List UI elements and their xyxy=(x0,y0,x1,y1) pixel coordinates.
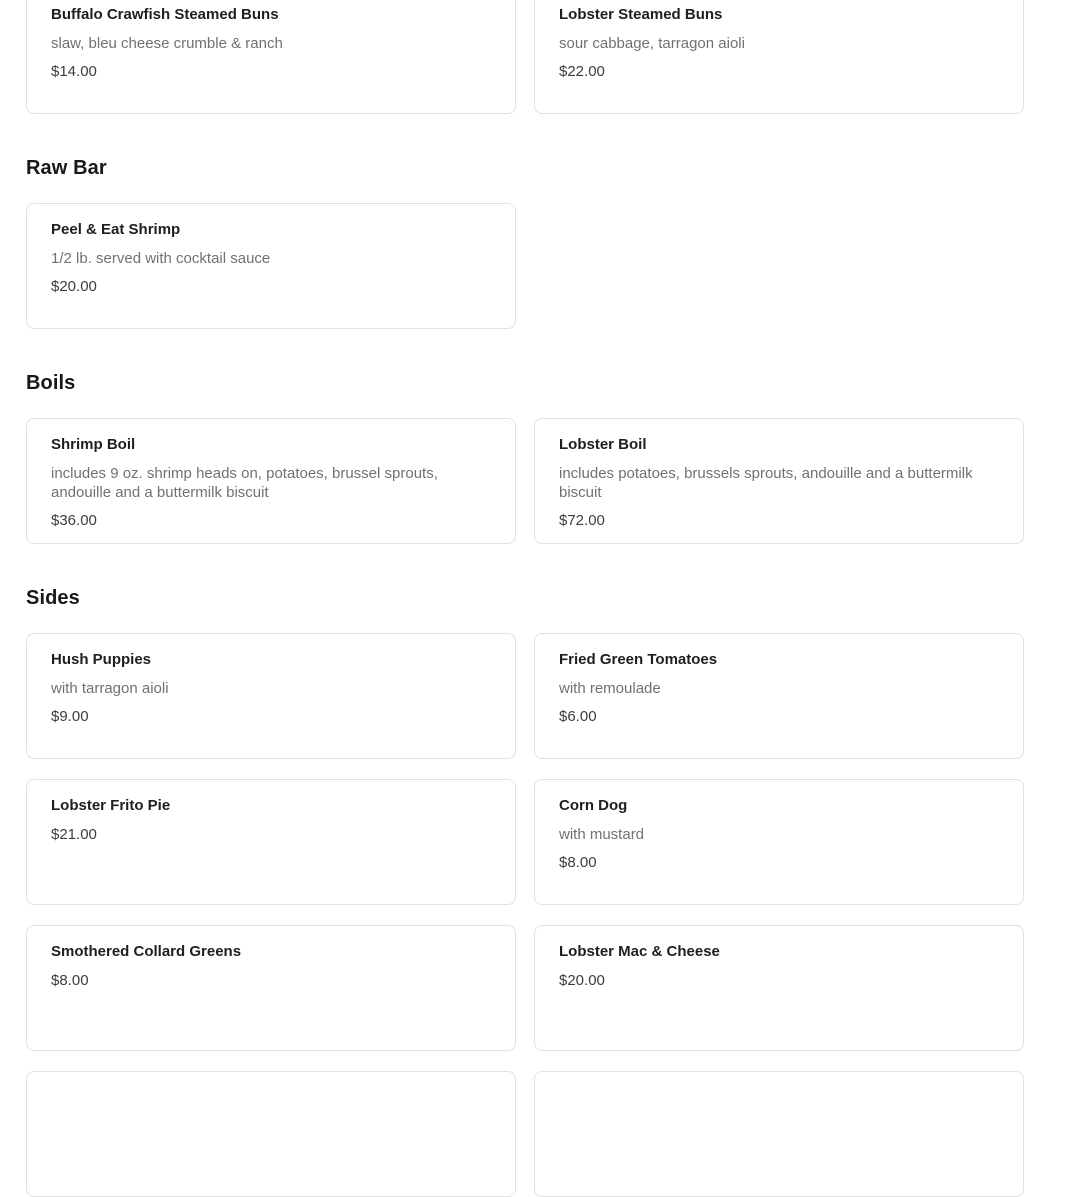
section-title-sides: Sides xyxy=(26,587,80,609)
item-name: Lobster Steamed Buns xyxy=(559,6,723,23)
section-title-boils: Boils xyxy=(26,372,76,394)
item-name: Buffalo Crawfish Steamed Buns xyxy=(51,6,279,23)
menu-section-sides xyxy=(26,633,1024,1197)
item-name: Smothered Collard Greens xyxy=(51,943,242,960)
menu-item-card[interactable] xyxy=(534,633,1024,759)
item-description: includes potatoes, brussels sprouts, andouille and a buttermilk biscuit xyxy=(559,465,973,501)
menu-item-card-partial[interactable] xyxy=(26,1071,516,1197)
item-description: includes 9 oz. shrimp heads on, potatoes, brussel sprouts, andouille and a buttermilk biscuit xyxy=(51,465,438,501)
menu-item-card[interactable] xyxy=(26,418,516,544)
item-price: $22.00 xyxy=(559,63,605,80)
menu-item-card[interactable] xyxy=(534,418,1024,544)
item-description: slaw, bleu cheese crumble & ranch xyxy=(51,35,283,52)
item-price: $21.00 xyxy=(51,826,97,843)
menu-item-card[interactable] xyxy=(26,203,516,329)
menu-page xyxy=(26,0,1024,1197)
menu-section-steamed-buns xyxy=(26,0,1024,114)
item-price: $9.00 xyxy=(51,708,89,725)
item-description: 1/2 lb. served with cocktail sauce xyxy=(51,250,271,267)
item-name: Shrimp Boil xyxy=(51,436,136,453)
menu-item-card[interactable] xyxy=(534,925,1024,1051)
item-name: Fried Green Tomatoes xyxy=(559,651,718,668)
item-description: with remoulade xyxy=(559,680,661,697)
menu-item-card-partial[interactable] xyxy=(534,1071,1024,1197)
item-description: with mustard xyxy=(559,826,645,843)
menu-item-card[interactable] xyxy=(534,0,1024,114)
menu-item-card[interactable] xyxy=(26,633,516,759)
item-price: $6.00 xyxy=(559,708,597,725)
item-price: $36.00 xyxy=(51,512,97,529)
item-price: $14.00 xyxy=(51,63,97,80)
item-price: $20.00 xyxy=(559,972,605,989)
item-description: with tarragon aioli xyxy=(51,680,169,697)
menu-item-card[interactable] xyxy=(26,925,516,1051)
menu-item-card[interactable] xyxy=(26,0,516,114)
menu-item-card[interactable] xyxy=(534,779,1024,905)
item-description: sour cabbage, tarragon aioli xyxy=(559,35,745,52)
item-name: Lobster Mac & Cheese xyxy=(559,943,720,960)
menu-section-boils xyxy=(26,418,1024,544)
item-price: $8.00 xyxy=(51,972,89,989)
item-name: Hush Puppies xyxy=(51,651,152,668)
item-name: Peel & Eat Shrimp xyxy=(51,221,181,238)
section-title-raw-bar: Raw Bar xyxy=(26,157,107,179)
item-name: Corn Dog xyxy=(559,797,628,814)
item-price: $72.00 xyxy=(559,512,605,529)
menu-section-raw-bar xyxy=(26,203,1024,329)
item-price: $20.00 xyxy=(51,278,97,295)
item-price: $8.00 xyxy=(559,854,597,871)
item-name: Lobster Frito Pie xyxy=(51,797,171,814)
menu-item-card[interactable] xyxy=(26,779,516,905)
item-name: Lobster Boil xyxy=(559,436,647,453)
